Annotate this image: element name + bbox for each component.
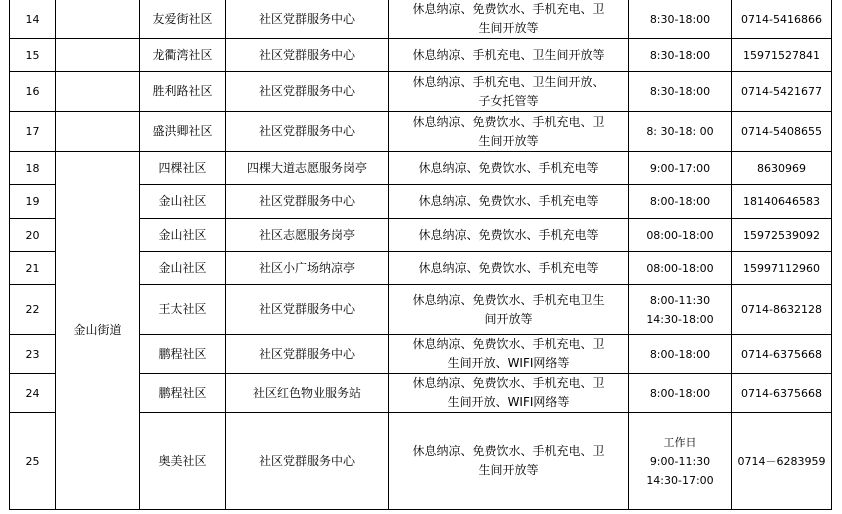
row-number: 15: [10, 39, 56, 72]
services-cell: [389, 72, 629, 112]
service-points-table: [9, 0, 832, 510]
opening-hours: 8:00-18:00: [629, 335, 732, 374]
row-number: 23: [10, 335, 56, 374]
hours-line: 14:30-18:00: [646, 312, 714, 326]
service-place: 社区党群服务中心: [226, 112, 389, 152]
services-cell: [389, 374, 629, 413]
service-place: 社区党群服务中心: [226, 335, 389, 374]
contact-phone: 15997112960: [732, 252, 832, 285]
community-name: 鹏程社区: [140, 374, 226, 413]
table-row: [10, 112, 832, 152]
services-cell: [389, 152, 629, 185]
community-name: 金山社区: [140, 185, 226, 219]
contact-phone: 0714-6375668: [732, 374, 832, 413]
community-name: 金山社区: [140, 252, 226, 285]
services-line: 休息纳凉、免费饮水、手机充电等: [418, 260, 599, 275]
services-cell: [389, 219, 629, 252]
table-row: [10, 39, 832, 72]
service-place: 社区党群服务中心: [226, 285, 389, 335]
services-cell: [389, 0, 629, 39]
services-line: 生间开放、WIFI网络等: [447, 356, 570, 370]
opening-hours: 8: 30-18: 00: [629, 112, 732, 152]
community-name: 龙衢湾社区: [140, 39, 226, 72]
row-number: 21: [10, 252, 56, 285]
hours-line: 14:30-17:00: [646, 473, 714, 487]
service-place: 社区党群服务中心: [226, 185, 389, 219]
row-number: 24: [10, 374, 56, 413]
service-place: 社区党群服务中心: [226, 39, 389, 72]
community-name: 胜利路社区: [140, 72, 226, 112]
service-place: 社区红色物业服务站: [226, 374, 389, 413]
community-name: 四棵社区: [140, 152, 226, 185]
services-cell: [389, 285, 629, 335]
services-cell: [389, 252, 629, 285]
contact-phone: 0714-5408655: [732, 112, 832, 152]
opening-hours: 8:00-18:00: [629, 374, 732, 413]
opening-hours: 9:00-17:00: [629, 152, 732, 185]
services-line: 生间开放等: [478, 463, 539, 477]
street-cell-empty: [56, 39, 140, 72]
contact-phone: 0714-5421677: [732, 72, 832, 112]
services-line: 休息纳凉、免费饮水、手机充电卫生: [412, 292, 605, 307]
community-name: 盛洪卿社区: [140, 112, 226, 152]
services-cell: [389, 39, 629, 72]
opening-hours: 8:30-18:00: [629, 0, 732, 39]
community-name: 友爱街社区: [140, 0, 226, 39]
services-line: 休息纳凉、手机充电、卫生间开放等: [412, 47, 605, 62]
services-line: 生间开放、WIFI网络等: [447, 395, 570, 409]
community-name: 王太社区: [140, 285, 226, 335]
row-number: 19: [10, 185, 56, 219]
contact-phone: 0714-8632128: [732, 285, 832, 335]
services-line: 休息纳凉、免费饮水、手机充电、卫: [412, 337, 605, 351]
service-place: 社区小广场纳凉亭: [226, 252, 389, 285]
services-line: 休息纳凉、免费饮水、手机充电、卫: [412, 114, 605, 129]
row-number: 16: [10, 72, 56, 112]
community-name: 金山社区: [140, 219, 226, 252]
row-number: 22: [10, 285, 56, 335]
contact-phone: 0714-5416866: [732, 0, 832, 39]
services-cell: [389, 112, 629, 152]
row-number: 18: [10, 152, 56, 185]
hours-line: 9:00-11:30: [649, 454, 711, 468]
service-place: 社区志愿服务岗亭: [226, 219, 389, 252]
services-line: 休息纳凉、免费饮水、手机充电、卫: [412, 2, 605, 16]
service-place: 社区党群服务中心: [226, 413, 389, 510]
street-cell-empty: [56, 112, 140, 152]
service-place: 四棵大道志愿服务岗亭: [226, 152, 389, 185]
street-cell-empty: [56, 72, 140, 112]
services-cell: [389, 413, 629, 510]
services-line: 生间开放等: [478, 21, 539, 35]
services-line: 子女托管等: [478, 93, 539, 108]
hours-line: 工作日: [663, 435, 697, 449]
contact-phone: 15972539092: [732, 219, 832, 252]
services-cell: [389, 335, 629, 374]
table-row: [10, 152, 832, 185]
services-line: 休息纳凉、免费饮水、手机充电、卫: [412, 376, 605, 390]
contact-phone: 0714-6375668: [732, 335, 832, 374]
services-line: 间开放等: [484, 311, 533, 326]
opening-hours: 8:30-18:00: [629, 72, 732, 112]
contact-phone: 8630969: [732, 152, 832, 185]
table-row: [10, 72, 832, 112]
contact-phone: 0714－6283959: [732, 413, 832, 510]
services-line: 生间开放等: [478, 133, 539, 148]
services-line: 休息纳凉、免费饮水、手机充电等: [418, 160, 599, 175]
row-number: 25: [10, 413, 56, 510]
row-number: 20: [10, 219, 56, 252]
service-place: 社区党群服务中心: [226, 72, 389, 112]
street-name: 金山街道: [56, 152, 140, 510]
table-row: [10, 0, 832, 39]
contact-phone: 15971527841: [732, 39, 832, 72]
opening-hours: 8:30-18:00: [629, 39, 732, 72]
community-name: 鹏程社区: [140, 335, 226, 374]
services-line: 休息纳凉、免费饮水、手机充电等: [418, 194, 599, 208]
row-number: 14: [10, 0, 56, 39]
opening-hours: 8:00-18:00: [629, 185, 732, 219]
row-number: 17: [10, 112, 56, 152]
hours-line: 8:00-11:30: [649, 293, 711, 307]
opening-hours: [629, 285, 732, 335]
services-line: 休息纳凉、手机充电、卫生间开放、: [412, 74, 605, 89]
opening-hours: 08:00-18:00: [629, 252, 732, 285]
services-cell: [389, 185, 629, 219]
community-name: 奥美社区: [140, 413, 226, 510]
contact-phone: 18140646583: [732, 185, 832, 219]
street-cell-empty: [56, 0, 140, 39]
opening-hours: 08:00-18:00: [629, 219, 732, 252]
services-line: 休息纳凉、免费饮水、手机充电、卫: [412, 444, 605, 458]
opening-hours: [629, 413, 732, 510]
service-place: 社区党群服务中心: [226, 0, 389, 39]
services-line: 休息纳凉、免费饮水、手机充电等: [418, 227, 599, 242]
